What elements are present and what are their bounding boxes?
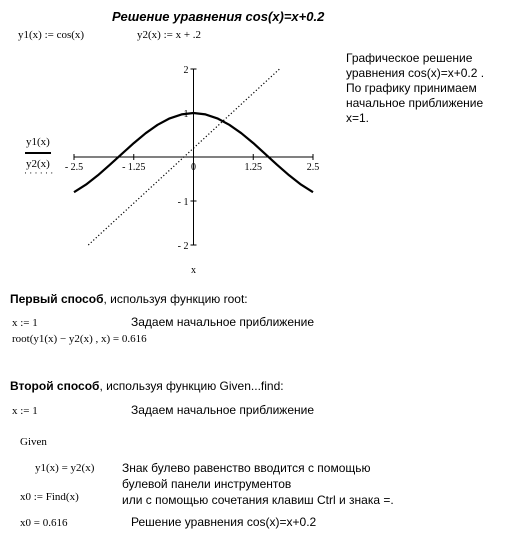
legend-series1-label: y1(x) — [26, 136, 50, 148]
method1-assign-comment: Задаем начальное приближение — [131, 315, 314, 329]
method1-assign[interactable]: x := 1 — [12, 317, 38, 329]
y-tick-label: 1 — [183, 109, 189, 120]
method1-root-expression[interactable]: root(y1(x) − y2(x) , x) = 0.616 — [12, 333, 147, 345]
note-line: булевой панели инструментов — [122, 477, 292, 491]
x-tick-label: 0 — [191, 162, 196, 173]
side-note-line: уравнения cos(x)=x+0.2 . — [346, 66, 485, 80]
x-axis-label: x — [191, 265, 196, 276]
side-note-line: начальное приближение — [346, 96, 484, 110]
boolean-equation[interactable]: y1(x) = y2(x) — [35, 462, 95, 474]
legend-series2-label: y2(x) — [26, 158, 50, 170]
solution-comment: Решение уравнения cos(x)=x+0.2 — [131, 515, 317, 529]
method1-heading-rest: , используя функцию root: — [103, 292, 248, 306]
method2-assign[interactable]: x := 1 — [12, 405, 38, 417]
method1-heading-bold: Первый способ — [10, 292, 104, 306]
note-line: или с помощью сочетания клавиш Ctrl и знака =. — [122, 493, 394, 507]
method2-heading — [10, 379, 284, 393]
side-note-line: По графику принимаем — [346, 81, 477, 95]
x-tick-label: - 1.25 — [122, 162, 146, 173]
y2-definition[interactable]: y2(x) := x + .2 — [137, 29, 202, 41]
find-expression[interactable]: x0 := Find(x) — [20, 491, 79, 503]
x-tick-label: - 2.5 — [64, 162, 84, 173]
y-tick-label: - 2 — [177, 241, 189, 252]
x-tick-label: 1.25 — [244, 162, 262, 173]
method2-heading-rest: , используя функцию Given...find: — [99, 379, 284, 393]
side-note — [346, 51, 484, 126]
method2-assign-comment: Задаем начальное приближение — [131, 403, 314, 417]
legend-series2-line: · · · · · · — [24, 168, 54, 178]
page-title: Решение уравнения cos(x)=x+0.2 — [112, 9, 325, 24]
y-tick-label: - 1 — [177, 197, 189, 208]
legend-series1-line — [25, 152, 51, 154]
note-line: Знак булево равенство вводится с помощью — [122, 461, 371, 475]
side-note-line: x=1. — [346, 111, 370, 125]
x-tick-label: 2.5 — [306, 162, 320, 173]
side-note-line: Графическое решение — [346, 51, 473, 65]
method1-heading — [10, 292, 248, 306]
given-keyword[interactable]: Given — [20, 436, 47, 448]
boolean-equality-note — [122, 460, 394, 508]
y1-definition[interactable]: y1(x) := cos(x) — [18, 29, 85, 41]
method2-heading-bold: Второй способ — [10, 379, 100, 393]
y-tick-label: 2 — [183, 65, 189, 76]
solution-result[interactable]: x0 = 0.616 — [20, 517, 68, 529]
